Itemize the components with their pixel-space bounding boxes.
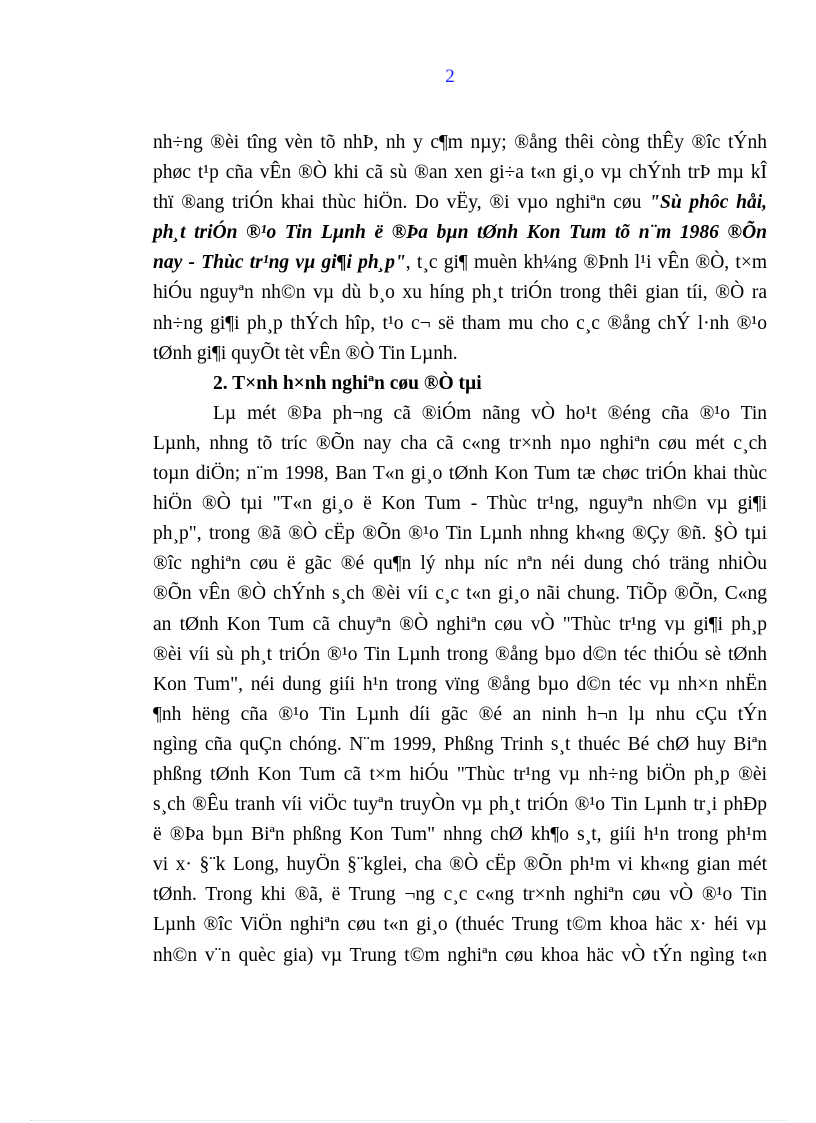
thesis-title-part: "Sù phôc håi, <box>649 192 767 214</box>
text-line: thï ®ang triÓn khai thùc hiÖn. Do vËy, ®i vµo nghiªn cøu "Sù phôc håi, <box>153 192 767 214</box>
text-line: ®èi víi sù ph¸t triÓn ®¹o Tin Lµnh trong ®ång bµo d©n téc thiÓu sè tØnh <box>153 643 767 665</box>
text-line: an tØnh Kon Tum cã chuyªn ®Ò nghiªn cøu vÒ "Thùc tr¹ng vµ gi¶i ph¸p <box>153 613 767 635</box>
paragraph-research-status <box>153 399 767 971</box>
document-body <box>153 128 767 971</box>
thesis-title-part: nay - Thùc tr¹ng vµ gi¶i ph¸p" <box>153 252 406 274</box>
text-line: s¸ch ®Êu tranh víi viÖc tuyªn truyÒn vµ ph¸t triÓn ®¹o Tin Lµnh tr¸i phÐp <box>153 794 767 816</box>
text-line: Lµnh, nhng tõ tríc ®Õn nay cha cã c«ng tr×nh nµo nghiªn cøu mét c¸ch <box>153 432 767 454</box>
text-line: ®Õn vÊn ®Ò chÝnh s¸ch ®èi víi c¸c t«n gi¸o nãi chung. TiÕp ®Õn, C«ng <box>153 583 767 605</box>
section-heading: 2. T×nh h×nh nghiªn cøu ®Ò tµi <box>213 372 482 394</box>
text-line: phøc t¹p cña vÊn ®Ò khi cã sù ®an xen gi÷a t«n gi¸o vµ chÝnh trÞ mµ kÎ <box>153 162 767 184</box>
text-line: nh÷ng ®èi tîng vèn tõ nhÞ, nh y c¶m nµy; ®ång thêi còng thÊy ®îc tÝnh <box>153 132 767 153</box>
text-line: tØnh gi¶i quyÕt tèt vÊn ®Ò Tin Lµnh. <box>153 342 458 364</box>
text-line: Kon Tum", néi dung giíi h¹n trong vïng ®ång bµo d©n téc vµ nh×n nhËn <box>153 673 767 695</box>
text-line: hiÖn ®Ò tµi "T«n gi¸o ë Kon Tum - Thùc tr¹ng, nguyªn nh©n vµ gi¶i <box>153 493 767 515</box>
text-line: nh©n v¨n quèc gia) vµ Trung t©m nghiªn cøu khoa häc vÒ tÝn ngìng t«n <box>153 944 767 966</box>
text-line: toµn diÖn; n¨m 1998, Ban T«n gi¸o tØnh Kon Tum tæ chøc triÓn khai thùc <box>153 463 767 485</box>
thesis-title-part: ph¸t triÓn ®¹o Tin Lµnh ë ®Þa bµn tØnh Kon Tum tõ n¨m 1986 ®Õn <box>153 222 767 244</box>
text-line: nay - Thùc tr¹ng vµ gi¶i ph¸p", t¸c gi¶ muèn kh¼ng ®Þnh l¹i vÊn ®Ò, t×m <box>153 252 767 274</box>
text-line: hiÓu nguyªn nh©n vµ dù b¸o xu híng ph¸t triÓn trong thêi gian tíi, ®Ò ra <box>153 282 767 304</box>
page-bottom-divider <box>30 1120 786 1121</box>
text-line: ®îc nghiªn cøu ë gãc ®é qu¶n lý nhµ níc nªn néi dung chó träng nhiÒu <box>153 553 767 575</box>
text-line: nh÷ng gi¶i ph¸p thÝch hîp, t¹o c¬ së tham mu cho c¸c ®ång chÝ l·nh ®¹o <box>153 312 767 334</box>
text-line: tØnh. Trong khi ®ã, ë Trung ¬ng c¸c c«ng tr×nh nghiªn cøu vÒ ®¹o Tin <box>153 884 767 906</box>
paragraph-intro <box>153 128 767 369</box>
text-line: ë ®Þa bµn Biªn phßng Kon Tum" nhng chØ kh¶o s¸t, giíi h¹n trong ph¹m <box>153 824 767 846</box>
page-number: 2 <box>445 66 455 87</box>
text-line: ph¸p", trong ®ã ®Ò cËp ®Õn ®¹o Tin Lµnh nhng kh«ng ®Çy ®ñ. §Ò tµi <box>153 523 767 545</box>
text-line: ngìng cña quÇn chóng. N¨m 1999, Phßng Trinh s¸t thuéc Bé chØ huy Biªn <box>153 733 767 755</box>
text-line: Lµnh ®îc ViÖn nghiªn cøu t«n gi¸o (thuéc Trung t©m khoa häc x· héi vµ <box>153 914 767 936</box>
text-line: Lµ mét ®Þa ph¬ng cã ®iÓm nãng vÒ ho¹t ®éng cña ®¹o Tin <box>213 402 767 424</box>
text-line: phßng tØnh Kon Tum cã t×m hiÓu "Thùc tr¹ng vµ nh÷ng biÖn ph¸p ®èi <box>153 763 767 785</box>
text-line: ¶nh hëng cña ®¹o Tin Lµnh díi gãc ®é an ninh h¬n lµ nhu cÇu tÝn <box>153 703 767 725</box>
text-line: vi x· §¨k Long, huyÖn §¨kglei, cha ®Ò cËp ®Õn ph¹m vi kh«ng gian mét <box>153 854 767 876</box>
